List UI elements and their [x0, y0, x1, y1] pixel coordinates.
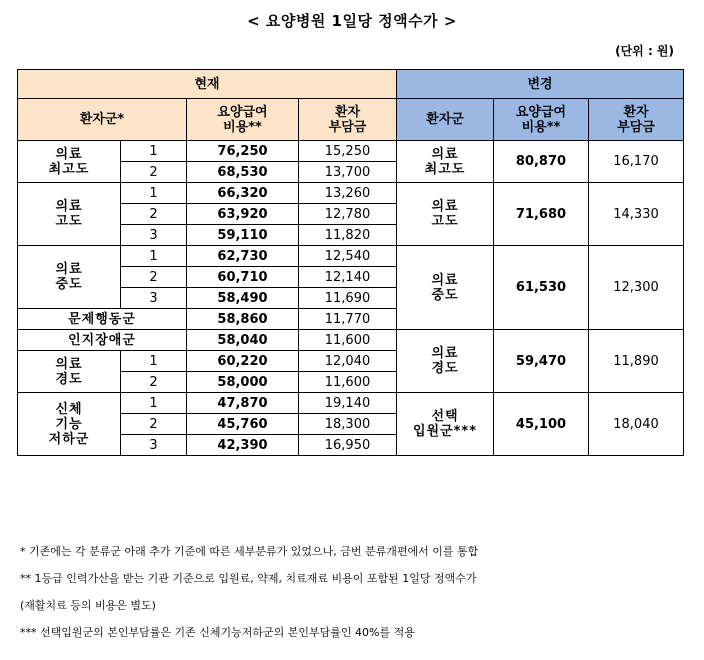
- sub-class: 1: [121, 141, 187, 162]
- copay-cell: 11,690: [299, 288, 397, 309]
- new-cost-cell: 80,870: [494, 141, 589, 183]
- sub-class: 1: [121, 351, 187, 372]
- copay-cell: 12,780: [299, 204, 397, 225]
- copay-cell: 13,260: [299, 183, 397, 204]
- sub-class: 1: [121, 246, 187, 267]
- copay-header: 환자 부담금: [299, 99, 397, 141]
- footnotes: [20, 538, 478, 646]
- sub-class: 2: [121, 162, 187, 183]
- cost-cell: 42,390: [187, 435, 299, 456]
- patient-group-header: 환자군*: [18, 99, 187, 141]
- new-group-cell: 의료 중도: [397, 246, 494, 330]
- cost-cell: 58,860: [187, 309, 299, 330]
- cost-header: 요양급여 비용**: [187, 99, 299, 141]
- group-cognitive: 인지장애군: [18, 330, 187, 351]
- cost-cell: 60,710: [187, 267, 299, 288]
- new-cost-cell: 59,470: [494, 330, 589, 393]
- cost-cell: 68,530: [187, 162, 299, 183]
- unit-label: (단위 : 원): [615, 44, 674, 58]
- copay-cell: 11,770: [299, 309, 397, 330]
- table-row: [18, 183, 684, 204]
- table-row: [18, 246, 684, 267]
- new-cost-cell: 45,100: [494, 393, 589, 456]
- group-medium: 의료 중도: [18, 246, 121, 309]
- cost-cell: 62,730: [187, 246, 299, 267]
- cost-cell: 45,760: [187, 414, 299, 435]
- new-group-cell: 의료 고도: [397, 183, 494, 246]
- copay-cell: 15,250: [299, 141, 397, 162]
- copay-cell: 18,300: [299, 414, 397, 435]
- new-cost-cell: 61,530: [494, 246, 589, 330]
- group-light: 의료 경도: [18, 351, 121, 393]
- copay-cell: 13,700: [299, 162, 397, 183]
- footnote: *** 선택입원군의 본인부담률은 기존 신체기능저하군의 본인부담률인 40%를 적용: [20, 626, 415, 639]
- copay-cell: 12,040: [299, 351, 397, 372]
- cost-cell: 58,000: [187, 372, 299, 393]
- copay-cell: 16,950: [299, 435, 397, 456]
- cost-cell: 47,870: [187, 393, 299, 414]
- cost-cell: 66,320: [187, 183, 299, 204]
- group-physical: 신체 기능 저하군: [18, 393, 121, 456]
- changed-header: 변경: [397, 70, 684, 99]
- new-group-cell: 의료 경도: [397, 330, 494, 393]
- new-copay-cell: 14,330: [589, 183, 684, 246]
- copay-cell: 12,540: [299, 246, 397, 267]
- new-cost-header: 요양급여 비용**: [494, 99, 589, 141]
- group-behavior: 문제행동군: [18, 309, 187, 330]
- copay-cell: 11,600: [299, 372, 397, 393]
- copay-cell: 11,820: [299, 225, 397, 246]
- footnote: ** 1등급 인력가산을 받는 기관 기준으로 입원료, 약제, 치료재료 비용이 포함된 1일당 정액수가: [20, 572, 477, 585]
- sub-class: 3: [121, 288, 187, 309]
- copay-cell: 12,140: [299, 267, 397, 288]
- cost-cell: 76,250: [187, 141, 299, 162]
- cost-cell: 59,110: [187, 225, 299, 246]
- group-high: 의료 고도: [18, 183, 121, 246]
- page-title: < 요양병원 1일당 정액수가 >: [247, 12, 457, 30]
- cost-cell: 58,040: [187, 330, 299, 351]
- current-header: 현재: [18, 70, 397, 99]
- sub-class: 3: [121, 225, 187, 246]
- fee-table: [17, 69, 684, 456]
- group-highest: 의료 최고도: [18, 141, 121, 183]
- new-copay-cell: 11,890: [589, 330, 684, 393]
- new-group-cell: 의료 최고도: [397, 141, 494, 183]
- new-copay-cell: 18,040: [589, 393, 684, 456]
- new-copay-cell: 12,300: [589, 246, 684, 330]
- new-patient-group-header: 환자군: [397, 99, 494, 141]
- cost-cell: 58,490: [187, 288, 299, 309]
- sub-class: 1: [121, 183, 187, 204]
- sub-class: 2: [121, 204, 187, 225]
- sub-class: 3: [121, 435, 187, 456]
- copay-cell: 19,140: [299, 393, 397, 414]
- table-row: [18, 393, 684, 414]
- sub-class: 2: [121, 372, 187, 393]
- sub-class: 1: [121, 393, 187, 414]
- table-row: [18, 141, 684, 162]
- cost-cell: 60,220: [187, 351, 299, 372]
- footnote: (재활치료 등의 비용은 별도): [20, 599, 156, 612]
- footnote: * 기존에는 각 분류군 아래 추가 기준에 따른 세부분류가 있었으나, 금번 분류개편에서 이를 통합: [20, 545, 479, 558]
- sub-class: 2: [121, 414, 187, 435]
- table-row: [18, 330, 684, 351]
- new-copay-header: 환자 부담금: [589, 99, 684, 141]
- cost-cell: 63,920: [187, 204, 299, 225]
- new-copay-cell: 16,170: [589, 141, 684, 183]
- copay-cell: 11,600: [299, 330, 397, 351]
- new-cost-cell: 71,680: [494, 183, 589, 246]
- sub-class: 2: [121, 267, 187, 288]
- new-group-cell: 선택 입원군***: [397, 393, 494, 456]
